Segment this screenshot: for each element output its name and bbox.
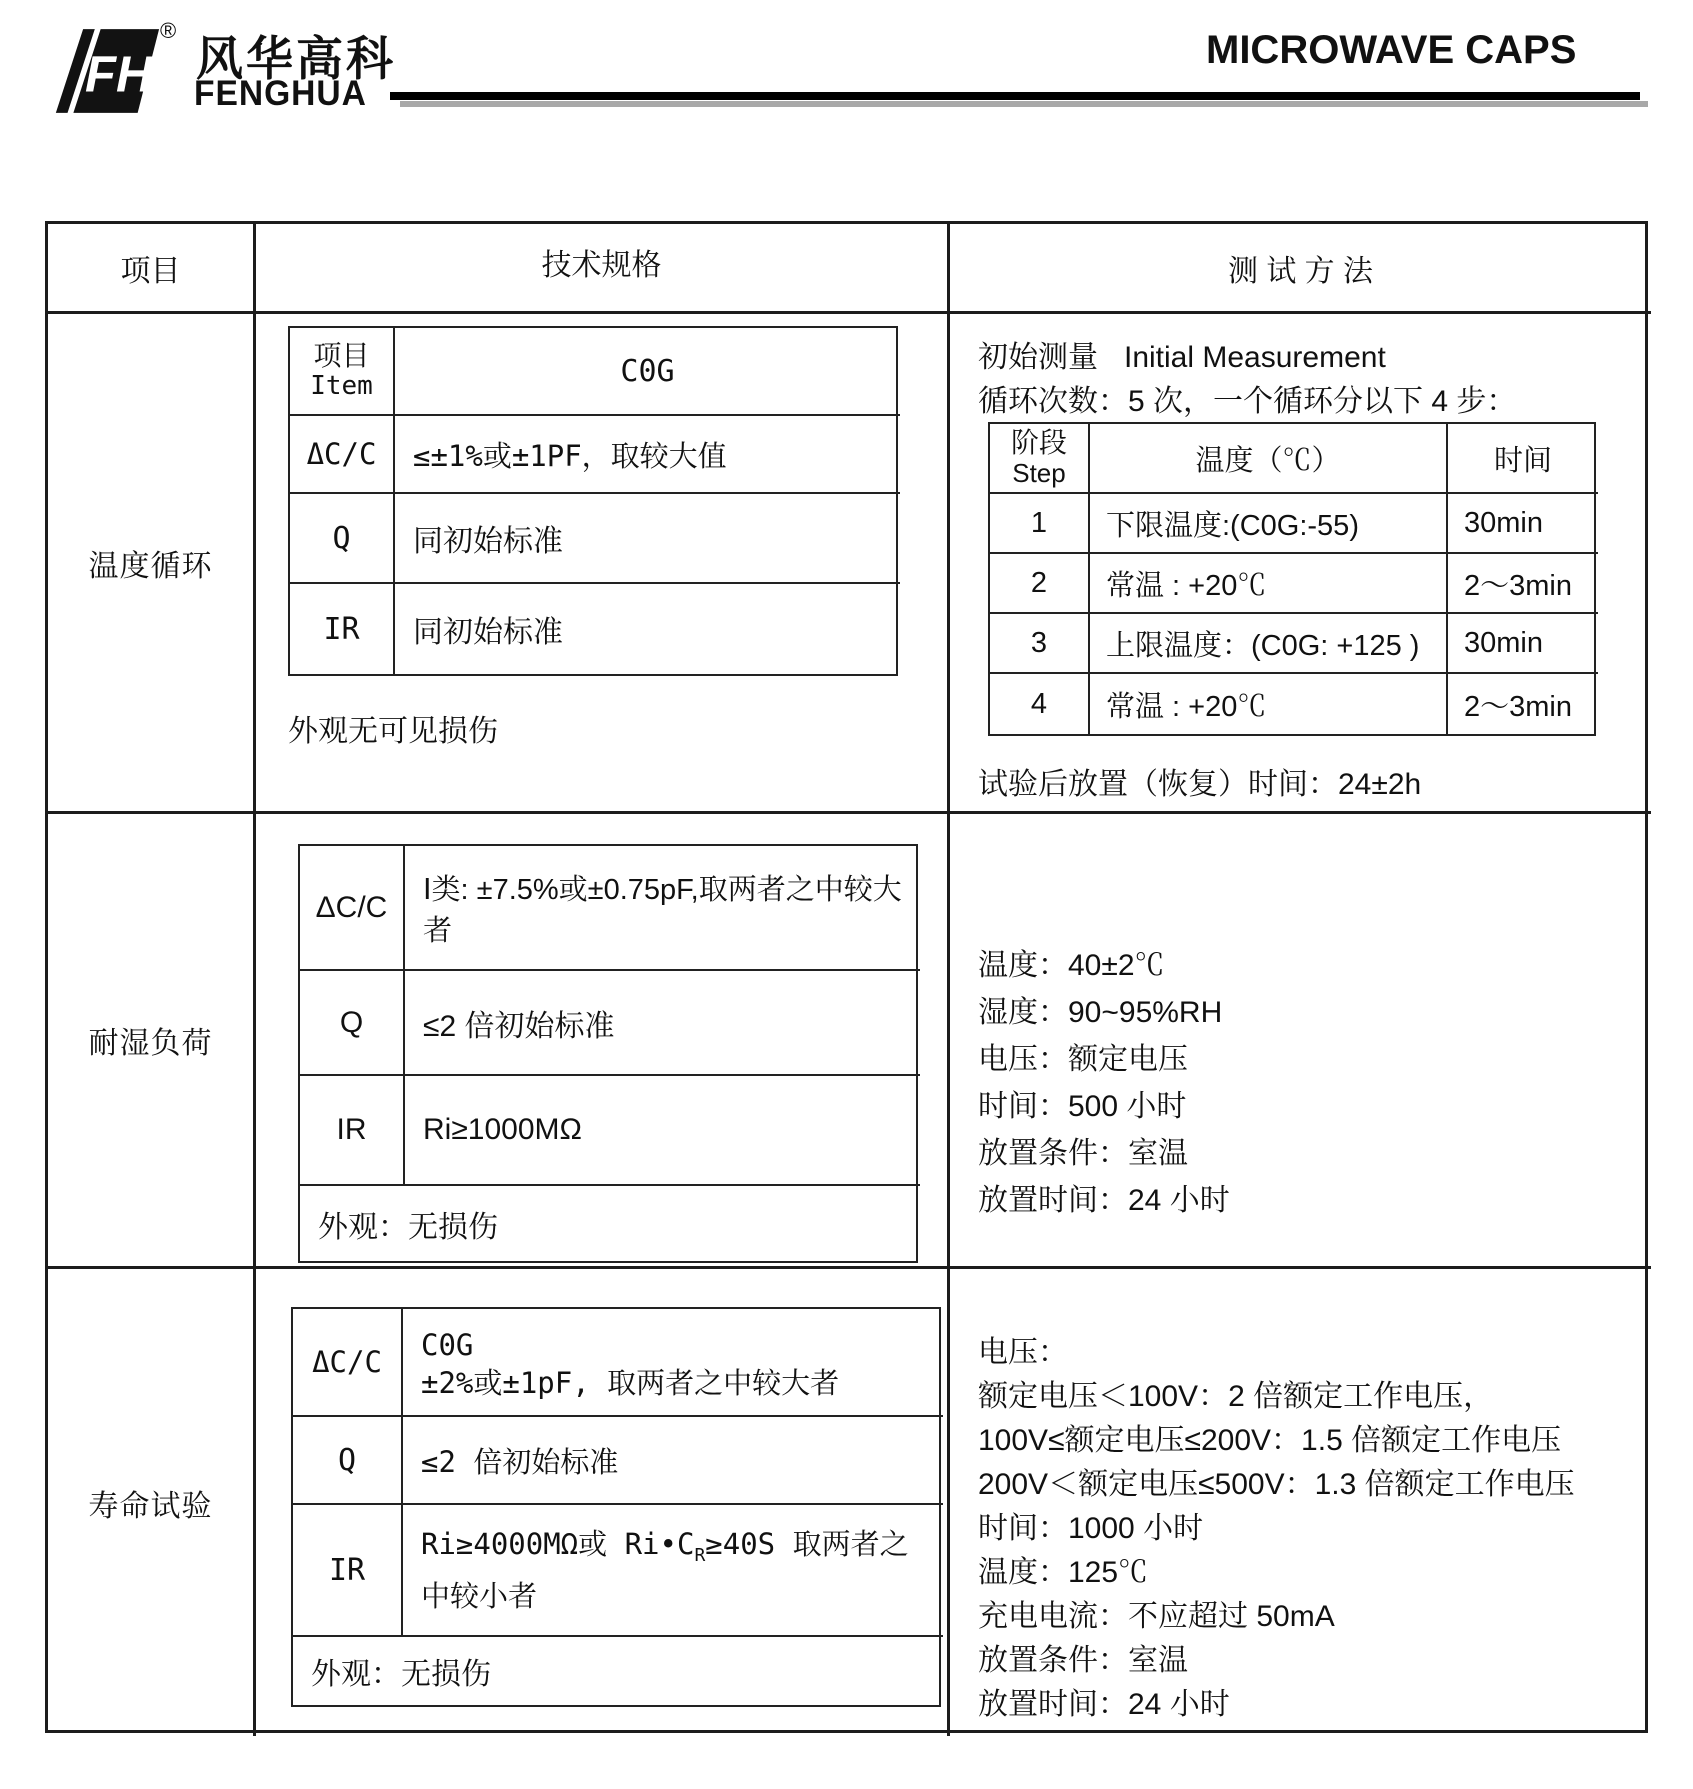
method-line: 放置时间：24 小时 bbox=[978, 1184, 1230, 1217]
method-line: 时间：1000 小时 bbox=[978, 1512, 1204, 1545]
method-line: 放置条件：室温 bbox=[978, 1644, 1188, 1677]
method-intro-line2: 循环次数：5 次，一个循环分以下 4 步： bbox=[978, 385, 1517, 418]
method-line: 时间：500 小时 bbox=[978, 1090, 1187, 1123]
spec-header-item: 项目 Item bbox=[290, 328, 395, 416]
spec-param: IR bbox=[300, 1076, 405, 1186]
spec-param: Q bbox=[290, 494, 395, 584]
step-temp: 常温 : +20℃ bbox=[1090, 674, 1448, 734]
spec-param: Q bbox=[300, 971, 405, 1076]
spec-inner-table bbox=[288, 326, 898, 676]
spec-value: Ri≥1000MΩ bbox=[405, 1076, 920, 1186]
column-header-item: 项目 bbox=[48, 224, 256, 314]
step-time: 2～3min bbox=[1464, 690, 1572, 723]
method-line: 200V＜额定电压≤500V：1.3 倍额定工作电压 bbox=[978, 1468, 1575, 1501]
spec-inner-table bbox=[291, 1307, 941, 1707]
spec-cell-temperature-cycling bbox=[256, 314, 950, 814]
row-label-life-test: 寿命试验 bbox=[48, 1269, 256, 1736]
header-rule-black bbox=[390, 92, 1640, 100]
spec-param: ΔC/C bbox=[293, 1309, 403, 1417]
spec-inner-table bbox=[298, 844, 918, 1263]
brand-name-chinese: 风华高科 bbox=[196, 32, 396, 85]
method-line: 温度：40±2℃ bbox=[978, 949, 1165, 982]
method-line: 额定电压＜100V：2 倍额定工作电压， bbox=[978, 1380, 1494, 1413]
step-temp: 上限温度：(C0G: +125 ) bbox=[1090, 614, 1448, 674]
spec-param: IR bbox=[290, 584, 395, 674]
spec-value: Ri≥4000MΩ或 $Ri•C_R\ge 40S$ 取两者之中较小者 bbox=[403, 1505, 943, 1637]
row-label-humidity-load: 耐湿负荷 bbox=[48, 814, 256, 1269]
step-time: 30min bbox=[1448, 614, 1598, 674]
method-line: 电压： bbox=[978, 1336, 1068, 1369]
spec-param: Q bbox=[293, 1417, 403, 1505]
step-temp: 常温 : +20℃ bbox=[1090, 554, 1448, 614]
fenghua-logo-icon bbox=[50, 26, 162, 116]
spec-appearance-note: 外观无可见损伤 bbox=[288, 715, 498, 748]
spec-param: ΔC/C bbox=[300, 846, 405, 971]
svg-text:FH: FH bbox=[85, 45, 153, 103]
header-rule-gray bbox=[400, 101, 1648, 107]
spec-header-value: C0G bbox=[395, 328, 900, 416]
step-header-temp: 温度（℃） bbox=[1090, 424, 1448, 494]
spec-value: ≤2 倍初始标准 bbox=[403, 1417, 943, 1505]
step-table bbox=[988, 422, 1596, 736]
spec-param: ΔC/C bbox=[290, 416, 395, 494]
step-temp: 下限温度:(C0G:-55) bbox=[1090, 494, 1448, 554]
step-time: 2～3min bbox=[1448, 554, 1598, 614]
method-cell-humidity-load bbox=[950, 814, 1651, 1269]
method-cell-life-test bbox=[950, 1269, 1651, 1736]
spec-table bbox=[45, 221, 1648, 1733]
method-line: 100V≤额定电压≤200V：1.5 倍额定工作电压 bbox=[978, 1424, 1562, 1457]
spec-param: IR bbox=[293, 1505, 403, 1637]
column-header-spec: 技术规格 bbox=[256, 224, 950, 314]
spec-value: 同初始标准 bbox=[413, 615, 563, 650]
step-time: 30min bbox=[1448, 494, 1598, 554]
method-lines bbox=[978, 942, 1230, 1224]
page-title: MICROWAVE CAPS bbox=[1206, 28, 1577, 72]
step-header-time: 时间 bbox=[1448, 424, 1598, 494]
method-line: 温度：125℃ bbox=[978, 1556, 1149, 1589]
column-header-method: 测 试 方 法 bbox=[950, 224, 1651, 314]
method-lines bbox=[978, 1331, 1575, 1727]
spec-appearance-footer: 外观：无损伤 bbox=[318, 1210, 498, 1244]
method-line: 放置条件：室温 bbox=[978, 1137, 1188, 1170]
step-no: 4 bbox=[990, 674, 1090, 734]
spec-value: 同初始标准 bbox=[395, 494, 900, 584]
method-line: 充电电流：不应超过 50mA bbox=[978, 1600, 1335, 1633]
spec-cell-humidity-load bbox=[256, 814, 950, 1269]
step-no: 1 bbox=[990, 494, 1090, 554]
spec-value: ≤2 倍初始标准 bbox=[405, 971, 920, 1076]
registered-trademark-icon: ® bbox=[160, 18, 177, 43]
step-no: 3 bbox=[990, 614, 1090, 674]
step-no: 2 bbox=[990, 554, 1090, 614]
spec-value: C0G ±2%或±1pF, 取两者之中较大者 bbox=[403, 1309, 943, 1417]
spec-value: ≤±1%或±1PF，取较大值 bbox=[395, 416, 900, 494]
brand-name-english: FENGHUA bbox=[194, 74, 367, 113]
method-line: 电压：额定电压 bbox=[978, 1043, 1188, 1076]
spec-cell-life-test bbox=[256, 1269, 950, 1736]
method-line: 湿度：90~95%RH bbox=[978, 996, 1223, 1029]
method-recovery-note: 试验后放置（恢复）时间：24±2h bbox=[978, 768, 1422, 801]
spec-value: Ⅰ类: ±7.5%或±0.75pF,取两者之中较大者 bbox=[405, 846, 920, 971]
step-header-step: 阶段 Step bbox=[990, 424, 1090, 494]
row-label-temperature-cycling: 温度循环 bbox=[48, 314, 256, 814]
spec-appearance-footer: 外观：无损伤 bbox=[311, 1658, 491, 1691]
method-cell-temperature-cycling bbox=[950, 314, 1651, 814]
method-line: 放置时间：24 小时 bbox=[978, 1688, 1230, 1721]
method-intro-line1: 初始测量 Initial Measurement bbox=[978, 341, 1386, 374]
